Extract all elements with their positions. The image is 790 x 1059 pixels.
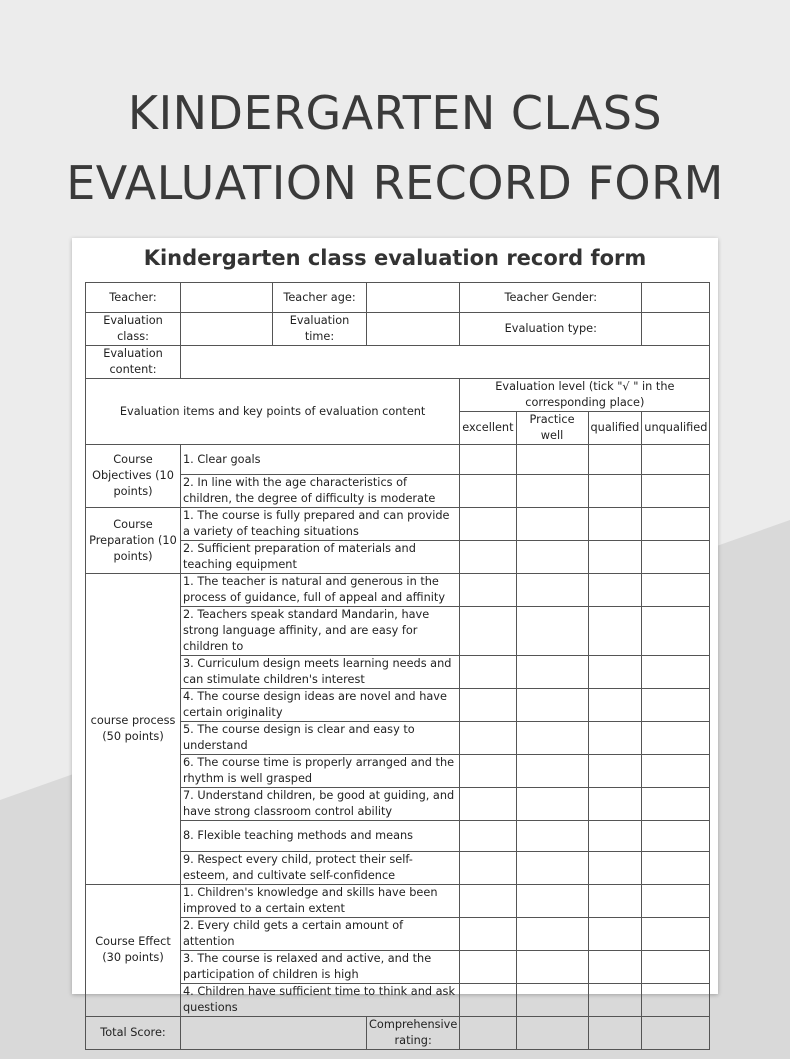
rating-cell[interactable]: [460, 656, 516, 689]
rating-cell[interactable]: [460, 917, 516, 950]
rating-cell[interactable]: [588, 607, 642, 656]
rating-cell[interactable]: [588, 656, 642, 689]
rating-cell[interactable]: [516, 917, 588, 950]
form-paper: [72, 238, 718, 1047]
rating-cell[interactable]: [588, 541, 642, 574]
rating-cell[interactable]: [588, 445, 642, 475]
evaluation-item: 2. In line with the age characteristics of children, the degree of difficulty is moderate: [181, 475, 460, 508]
rating-cell[interactable]: [642, 541, 710, 574]
table-row: [86, 508, 710, 541]
rating-cell[interactable]: [642, 950, 710, 983]
level-label: Practice well: [516, 412, 588, 445]
evaluation-item: 1. Clear goals: [181, 445, 460, 475]
table-row: [86, 884, 710, 917]
rating-cell[interactable]: [460, 574, 516, 607]
evaluation-item: 6. The course time is properly arranged and the rhythm is well grasped: [181, 755, 460, 788]
evaluation-item: 3. Curriculum design meets learning needs and can stimulate children's interest: [181, 656, 460, 689]
rating-cell[interactable]: [460, 851, 516, 884]
rating-cell[interactable]: [642, 983, 710, 1016]
rating-cell[interactable]: [642, 508, 710, 541]
total-score-label: Total Score:: [86, 1016, 181, 1049]
evaluation-item: 9. Respect every child, protect their self-esteem, and cultivate self-confidence: [181, 851, 460, 884]
level-label: unqualified: [642, 412, 710, 445]
rating-cell[interactable]: [516, 445, 588, 475]
rating-cell[interactable]: [460, 884, 516, 917]
form-title: Kindergarten class evaluation record form: [143, 246, 647, 270]
evaluation-time-field[interactable]: [367, 313, 460, 346]
rating-cell[interactable]: [516, 541, 588, 574]
evaluation-item: 4. Children have sufficient time to think and ask questions: [181, 983, 460, 1016]
rating-cell[interactable]: [516, 755, 588, 788]
rating-cell[interactable]: [588, 917, 642, 950]
evaluation-item: 7. Understand children, be good at guiding, and have strong classroom control ability: [181, 788, 460, 821]
rating-cell[interactable]: [588, 884, 642, 917]
rating-cell[interactable]: [516, 884, 588, 917]
rating-cell[interactable]: [588, 983, 642, 1016]
rating-cell[interactable]: [588, 755, 642, 788]
teacher-gender-label: Teacher Gender:: [460, 283, 642, 313]
comprehensive-rating-label: Comprehensive rating:: [367, 1016, 460, 1049]
evaluation-type-label: Evaluation type:: [460, 313, 642, 346]
rating-cell[interactable]: [588, 508, 642, 541]
total-score-field[interactable]: [181, 1016, 367, 1049]
rating-cell[interactable]: [460, 475, 516, 508]
evaluation-item: 2. Sufficient preparation of materials and teaching equipment: [181, 541, 460, 574]
rating-cell[interactable]: [460, 445, 516, 475]
rating-cell[interactable]: [516, 983, 588, 1016]
section-name: Course Preparation (10 points): [86, 508, 181, 574]
rating-cell[interactable]: [642, 917, 710, 950]
evaluation-item: 4. The course design ideas are novel and have certain originality: [181, 689, 460, 722]
evaluation-table: [85, 282, 710, 1050]
rating-cell[interactable]: [588, 950, 642, 983]
rating-cell[interactable]: [516, 950, 588, 983]
rating-cell[interactable]: [642, 722, 710, 755]
rating-cell[interactable]: [642, 755, 710, 788]
evaluation-item: 1. The course is fully prepared and can provide a variety of teaching situations: [181, 508, 460, 541]
rating-cell[interactable]: [460, 607, 516, 656]
evaluation-item: 1. The teacher is natural and generous in the process of guidance, full of appeal and affinity: [181, 574, 460, 607]
rating-cell[interactable]: [460, 541, 516, 574]
level-label: qualified: [588, 412, 642, 445]
rating-field-cell[interactable]: [516, 1016, 588, 1049]
level-header-row: [86, 379, 710, 412]
rating-cell[interactable]: [516, 508, 588, 541]
rating-cell[interactable]: [516, 788, 588, 821]
rating-cell[interactable]: [588, 851, 642, 884]
header-row-3: [86, 346, 710, 379]
rating-field-cell[interactable]: [588, 1016, 642, 1049]
rating-cell[interactable]: [588, 722, 642, 755]
rating-cell[interactable]: [516, 607, 588, 656]
header-row-1: [86, 283, 710, 313]
section-name: Course Effect (30 points): [86, 884, 181, 1016]
evaluation-class-label: Evaluation class:: [86, 313, 181, 346]
teacher-gender-field[interactable]: [642, 283, 710, 313]
rating-cell[interactable]: [460, 689, 516, 722]
teacher-label: Teacher:: [86, 283, 181, 313]
evaluation-content-field[interactable]: [181, 346, 710, 379]
evaluation-item: 5. The course design is clear and easy to understand: [181, 722, 460, 755]
level-label: excellent: [460, 412, 516, 445]
rating-cell[interactable]: [642, 445, 710, 475]
table-row: [86, 445, 710, 475]
rating-cell[interactable]: [516, 851, 588, 884]
section-name: course process (50 points): [86, 574, 181, 884]
items-header: Evaluation items and key points of evaluation content: [86, 379, 460, 445]
rating-cell[interactable]: [642, 689, 710, 722]
rating-cell[interactable]: [642, 821, 710, 851]
banner-title-line2: EVALUATION RECORD FORM: [66, 156, 724, 210]
rating-cell[interactable]: [460, 788, 516, 821]
banner-title: [0, 78, 790, 218]
rating-cell[interactable]: [588, 475, 642, 508]
rating-cell[interactable]: [642, 475, 710, 508]
banner-title-line1: KINDERGARTEN CLASS: [127, 86, 663, 140]
rating-cell[interactable]: [588, 689, 642, 722]
evaluation-content-label: Evaluation content:: [86, 346, 181, 379]
rating-cell[interactable]: [588, 574, 642, 607]
rating-cell[interactable]: [642, 788, 710, 821]
teacher-field[interactable]: [181, 283, 273, 313]
rating-cell[interactable]: [516, 821, 588, 851]
rating-cell[interactable]: [460, 950, 516, 983]
footer-row: [86, 1016, 710, 1049]
rating-cell[interactable]: [460, 821, 516, 851]
rating-cell[interactable]: [460, 755, 516, 788]
evaluation-time-label: Evaluation time:: [273, 313, 367, 346]
teacher-age-label: Teacher age:: [273, 283, 367, 313]
evaluation-item: 1. Children's knowledge and skills have been improved to a certain extent: [181, 884, 460, 917]
rating-cell[interactable]: [460, 508, 516, 541]
table-row: [86, 574, 710, 607]
rating-cell[interactable]: [460, 722, 516, 755]
level-header: Evaluation level (tick "√ " in the corresponding place): [460, 379, 710, 412]
rating-field-cell[interactable]: [642, 1016, 710, 1049]
rating-cell[interactable]: [642, 656, 710, 689]
rating-cell[interactable]: [642, 851, 710, 884]
rating-cell[interactable]: [460, 983, 516, 1016]
rating-cell[interactable]: [516, 656, 588, 689]
evaluation-item: 8. Flexible teaching methods and means: [181, 821, 460, 851]
rating-cell[interactable]: [588, 821, 642, 851]
rating-cell[interactable]: [516, 722, 588, 755]
rating-cell[interactable]: [642, 607, 710, 656]
rating-field-cell[interactable]: [460, 1016, 516, 1049]
teacher-age-field[interactable]: [367, 283, 460, 313]
rating-cell[interactable]: [516, 574, 588, 607]
evaluation-item: 2. Teachers speak standard Mandarin, have strong language affinity, and are easy for children to: [181, 607, 460, 656]
rating-cell[interactable]: [516, 689, 588, 722]
evaluation-type-field[interactable]: [642, 313, 710, 346]
rating-cell[interactable]: [642, 574, 710, 607]
evaluation-item: 3. The course is relaxed and active, and the participation of children is high: [181, 950, 460, 983]
header-row-2: [86, 313, 710, 346]
evaluation-item: 2. Every child gets a certain amount of attention: [181, 917, 460, 950]
rating-cell[interactable]: [516, 475, 588, 508]
evaluation-class-field[interactable]: [181, 313, 273, 346]
rating-cell[interactable]: [588, 788, 642, 821]
section-name: Course Objectives (10 points): [86, 445, 181, 508]
rating-cell[interactable]: [642, 884, 710, 917]
